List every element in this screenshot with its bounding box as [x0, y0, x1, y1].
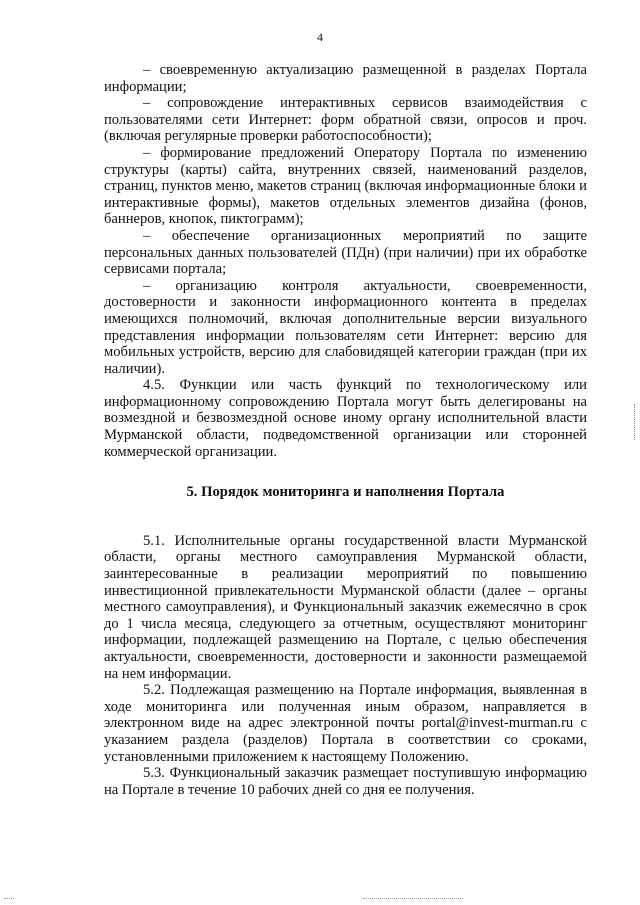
paragraph-5-2: 5.2. Подлежащая размещению на Портале информация, выявленная в ходе мониторинга или полученная иным образом, направляется в электронном виде на адрес электронной почты portal@invest-murman.ru с указанием раздела (разделов) Портала в соответствии со сроками, установленными приложением к настоящему Положению. — [104, 682, 587, 765]
scan-bottom-mark-left — [4, 898, 14, 899]
scan-bottom-mark-right — [363, 898, 463, 899]
paragraph-item-personal-data: – обеспечение организационных мероприятий по защите персональных данных пользователей (ПДн) (при наличии) при их обработке сервисами портала; — [104, 227, 587, 278]
paragraph-item-actualization: – своевременную актуализацию размещенной в разделах Портала информации; — [104, 62, 587, 95]
paragraph-item-interactive-services: – сопровождение интерактивных сервисов взаимодействия с пользователями сети Интернет: форм обратной связи, опросов и проч. (включая регулярные проверки работоспособности); — [104, 95, 587, 145]
paragraph-5-3: 5.3. Функциональный заказчик размещает поступившую информацию на Портале в течение 10 рабочих дней со дня ее получения. — [104, 765, 587, 798]
scan-gutter-mark — [634, 404, 637, 440]
document-body — [104, 62, 587, 798]
paragraph-5-1: 5.1. Исполнительные органы государственной власти Мурманской области, органы местного самоуправления Мурманской области, заинтересованные в реализации мероприятий по повышению инвестиционной привлекательности Мурманской области (далее – органы местного самоуправления), и Функциональный заказчик ежемесячно в срок до 1 числа месяца, следующего за отчетным, осуществляют мониторинг информации, подлежащей размещению на Портале, с целью обеспечения актуальности, своевременности, достоверности и законности размещаемой на нем информации. — [104, 532, 587, 682]
paragraph-item-structure-proposals: – формирование предложений Оператору Портала по изменению структуры (карты) сайта, внутренних связей, наименований разделов, страниц, пунктов меню, макетов страниц (включая информационные блоки и интерактивные формы), макетов отдельных элементов дизайна (фонов, баннеров, кнопок, пиктограмм); — [104, 144, 587, 228]
paragraph-4-5: 4.5. Функции или часть функций по технологическому или информационному сопровождению Портала могут быть делегированы на возмездной и безвозмездной основе иному органу исполнительной власти Мурманской области, подведомственной организации или сторонней коммерческой организации. — [104, 377, 587, 460]
page-number: 4 — [317, 30, 323, 44]
section-heading: 5. Порядок мониторинга и наполнения Портала — [186, 484, 505, 501]
paragraph-item-content-control: – организацию контроля актуальности, своевременности, достоверности и законности информационного контента в пределах имеющихся полномочий, включая дополнительные версии визуального представления информации пользователям сети Интернет: версию для мобильных устройств, версию для слабовидящей категории граждан (при их наличии). — [104, 277, 587, 377]
